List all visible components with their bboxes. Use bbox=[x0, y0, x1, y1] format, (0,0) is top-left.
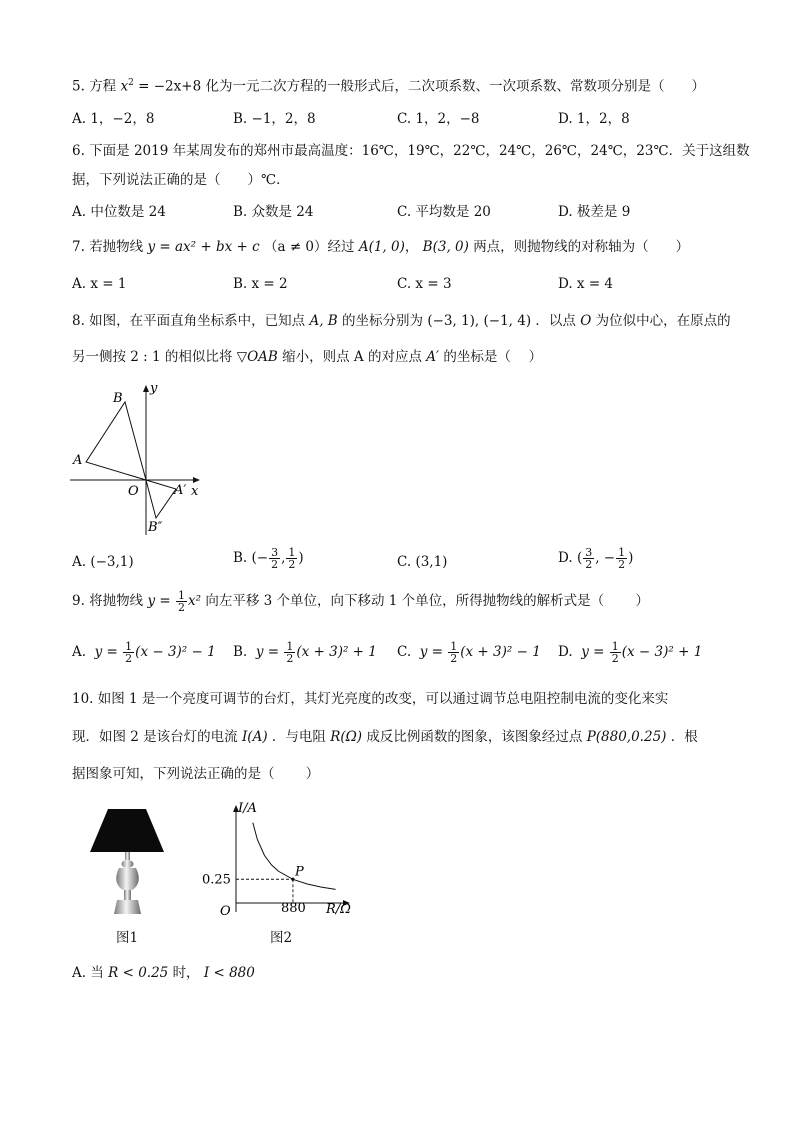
q9-option-d[interactable]: D. y = $\frac{1}{2}$ (x − 3)² + 1 bbox=[558, 640, 703, 665]
fraction: $\frac{3}{2}$ bbox=[271, 546, 279, 571]
q6-option-a[interactable]: A. 中位数是 24 bbox=[72, 204, 166, 220]
lamp-body bbox=[116, 868, 139, 890]
q9-option-c[interactable]: C. y = $\frac{1}{2}$ (x + 3)² − 1 bbox=[397, 640, 541, 665]
lamp-collar bbox=[122, 860, 134, 868]
fraction: $\frac{1}{2}$ bbox=[286, 640, 294, 665]
q10-stem-line2: 现．如图 2 是该台灯的电流 I(A) ．与电阻 R(Ω) 成反比例函数的图象，该图象经过点 P(880,0.25) ．根 bbox=[72, 729, 698, 745]
q9-stem: 9. 将抛物线 y = $\frac{1}{2}$ x² 向左平移 3 个单位，向下移动 1 个单位，所得抛物线的解析式是（ ） bbox=[72, 589, 649, 614]
inverse-proportion-graph bbox=[198, 800, 364, 918]
q8-option-c[interactable]: C. (3,1) bbox=[397, 554, 448, 570]
q8-option-d[interactable]: D. ( $\frac{3}{2}$ , − $\frac{1}{2}$ ) bbox=[558, 546, 634, 571]
x-tick-label: 880 bbox=[280, 901, 306, 916]
q5-option-c[interactable]: C. 1，2，−8 bbox=[397, 111, 480, 127]
q10-stem-line1: 10. 如图 1 是一个亮度可调节的台灯，其灯光亮度的改变，可以通过调节总电阻控制电流的变化来实 bbox=[72, 691, 669, 707]
r-axis-label: R/Ω bbox=[326, 902, 351, 917]
q5-option-b[interactable]: B. −1，2，8 bbox=[233, 111, 316, 127]
triangle-image bbox=[146, 480, 176, 518]
label-a: A bbox=[73, 453, 83, 468]
q6-option-c[interactable]: C. 平均数是 20 bbox=[397, 204, 491, 220]
q8-coordinate-figure bbox=[66, 380, 206, 540]
q10-stem-line3: 据图象可知，下列说法正确的是（ ） bbox=[72, 766, 320, 782]
q7-option-c[interactable]: C. x = 3 bbox=[397, 276, 452, 292]
x-axis-arrow bbox=[193, 477, 200, 483]
fraction: $\frac{1}{2}$ bbox=[618, 546, 626, 571]
figure-2-caption: 图2 bbox=[270, 930, 293, 946]
i-axis-label: I/A bbox=[238, 801, 257, 816]
q5-stem: 5. 方程 $x^2 = -2x+8$ 化为一元二次方程的一般形式后，二次项系数、一次项系数、常数项分别是（ ） bbox=[72, 78, 705, 95]
label-o: O bbox=[128, 484, 139, 499]
q5-option-a[interactable]: A. 1，−2，8 bbox=[72, 111, 155, 127]
fraction: $\frac{1}{2}$ bbox=[178, 589, 185, 614]
q8-stem-line1: 8. 如图，在平面直角坐标系中，已知点 A, B 的坐标分别为 (−3, 1), (−1, 4) ．以点 O 为位似中心，在原点的 bbox=[72, 313, 731, 329]
fraction: $\frac{1}{2}$ bbox=[288, 546, 296, 571]
y-tick-label: 0.25 bbox=[202, 872, 231, 888]
lamp-stem bbox=[124, 890, 131, 900]
q7-option-d[interactable]: D. x = 4 bbox=[558, 276, 614, 292]
fraction: $\frac{1}{2}$ bbox=[125, 640, 133, 665]
q6-stem-line2: 据，下列说法正确的是（ ）℃． bbox=[72, 172, 290, 188]
fraction: $\frac{3}{2}$ bbox=[585, 546, 593, 571]
q5-option-d[interactable]: D. 1，2，8 bbox=[558, 111, 630, 127]
y-axis-arrow bbox=[143, 385, 149, 392]
lamp-base bbox=[114, 900, 141, 914]
fraction: $\frac{1}{2}$ bbox=[450, 640, 458, 665]
origin-label: O bbox=[220, 904, 231, 918]
q6-option-b[interactable]: B. 众数是 24 bbox=[233, 204, 314, 220]
q8-stem-line2: 另一侧按 2 : 1 的相似比将 ▽OAB 缩小，则点 A 的对应点 A′ 的坐标是（ ） bbox=[72, 349, 543, 365]
lamp-neck bbox=[125, 852, 130, 860]
table-lamp-figure bbox=[86, 806, 170, 924]
label-b: B bbox=[113, 391, 123, 406]
label-x: x bbox=[191, 484, 199, 499]
label-b-double-prime: B″ bbox=[148, 520, 163, 535]
q6-option-d[interactable]: D. 极差是 9 bbox=[558, 204, 631, 220]
lamp-shade bbox=[90, 809, 164, 852]
q7-option-a[interactable]: A. x = 1 bbox=[72, 276, 127, 292]
triangle-oab bbox=[86, 402, 146, 480]
q9-option-a[interactable]: A. y = $\frac{1}{2}$ (x − 3)² − 1 bbox=[72, 640, 216, 665]
q8-option-b[interactable]: B. (− $\frac{3}{2}$ , $\frac{1}{2}$ ) bbox=[233, 546, 304, 571]
point-p-label: P bbox=[294, 864, 304, 880]
q8-option-a[interactable]: A. (−3,1) bbox=[72, 554, 134, 570]
q10-option-a[interactable]: A. 当 R < 0.25 时， I < 880 bbox=[72, 965, 255, 981]
fraction: $\frac{1}{2}$ bbox=[611, 640, 619, 665]
q7-option-b[interactable]: B. x = 2 bbox=[233, 276, 288, 292]
label-a-prime: A′ bbox=[174, 483, 187, 498]
q6-stem-line1: 6. 下面是 2019 年某周发布的郑州市最高温度：16℃，19℃，22℃，24℃，26℃，24℃，23℃．关于这组数 bbox=[72, 143, 750, 159]
figure-1-caption: 图1 bbox=[116, 930, 139, 946]
q7-stem: 7. 若抛物线 y = ax² + bx + c （a ≠ 0）经过 A(1, 0)， B(3, 0) 两点，则抛物线的对称轴为（ ） bbox=[72, 239, 690, 255]
label-y: y bbox=[150, 381, 158, 396]
q9-option-b[interactable]: B. y = $\frac{1}{2}$ (x + 3)² + 1 bbox=[233, 640, 377, 665]
